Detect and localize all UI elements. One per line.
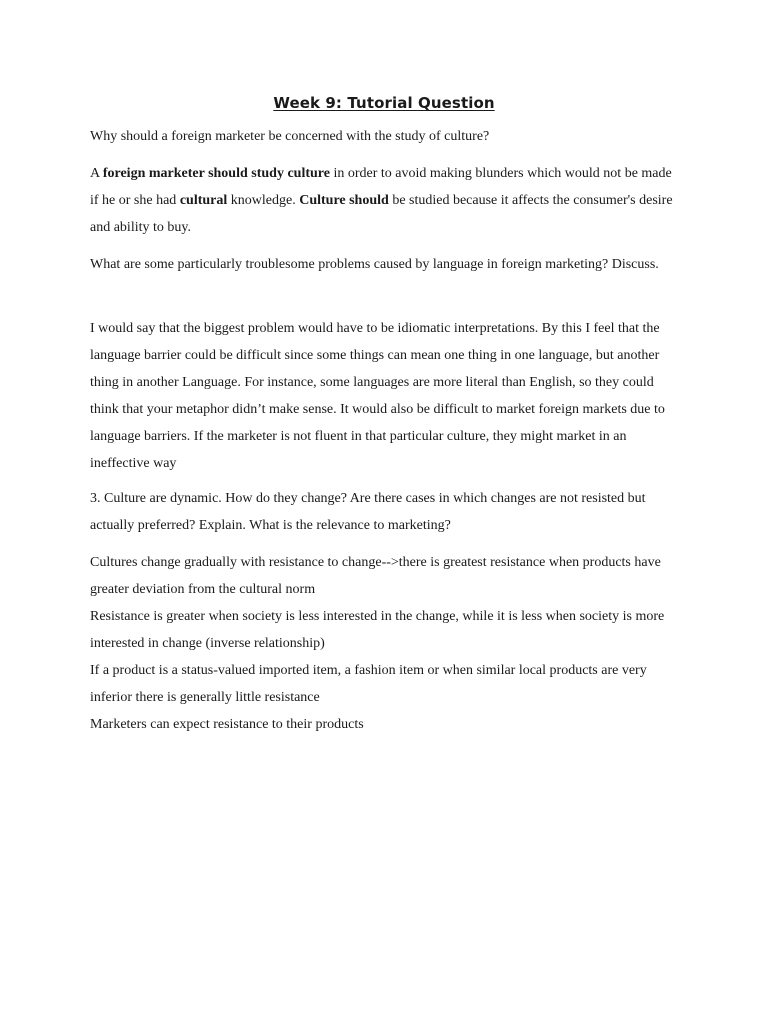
question-2: What are some particularly troublesome problems caused by language in foreign marketing? Discuss.: [90, 257, 659, 272]
answer-3-line: Resistance is greater when society is less interested in the change, while it is less when society is more interested in change (inverse relationship): [90, 609, 665, 651]
answer-2: I would say that the biggest problem would have to be idiomatic interpretations. By this I feel that the language barrier could be difficult since some things can mean one thing in one language, but another thing in another Language. For instance, some languages are more literal than English, so they could think that your metaphor didn’t make sense. It would also be difficult to market foreign markets due to language barriers. If the marketer is not fluent in that particular culture, they might market in an ineffective way: [90, 321, 665, 471]
answer-3-line: Marketers can expect resistance to their products: [90, 717, 364, 732]
document-title: Week 9: Tutorial Question: [273, 94, 495, 112]
answer-1: [90, 160, 680, 241]
answer-1-text-3: knowledge.: [227, 193, 300, 208]
answer-1-text-1: A: [90, 166, 103, 181]
answer-3: [90, 549, 680, 738]
answer-1-text-4: be studied because it affects the consumer's desire and ability to buy.: [90, 193, 673, 235]
answer-1-bold-2: cultural: [179, 193, 228, 208]
answer-3-line: Cultures change gradually with resistance to change-->there is greatest resistance when products have greater deviation from the cultural norm: [90, 555, 661, 597]
answer-1-bold-1: foreign marketer should study culture: [102, 166, 330, 181]
answer-3-line: If a product is a status-valued imported item, a fashion item or when similar local products are very inferior there is generally little resistance: [90, 663, 647, 705]
question-3: 3. Culture are dynamic. How do they change? Are there cases in which changes are not resisted but actually preferred? Explain. What is the relevance to marketing?: [90, 491, 646, 533]
answer-1-bold-3: Culture should: [299, 193, 389, 208]
question-1: Why should a foreign marketer be concerned with the study of culture?: [90, 129, 490, 144]
answer-1-text-2: in order to avoid making blunders which would not be made if he or she had: [90, 166, 672, 208]
